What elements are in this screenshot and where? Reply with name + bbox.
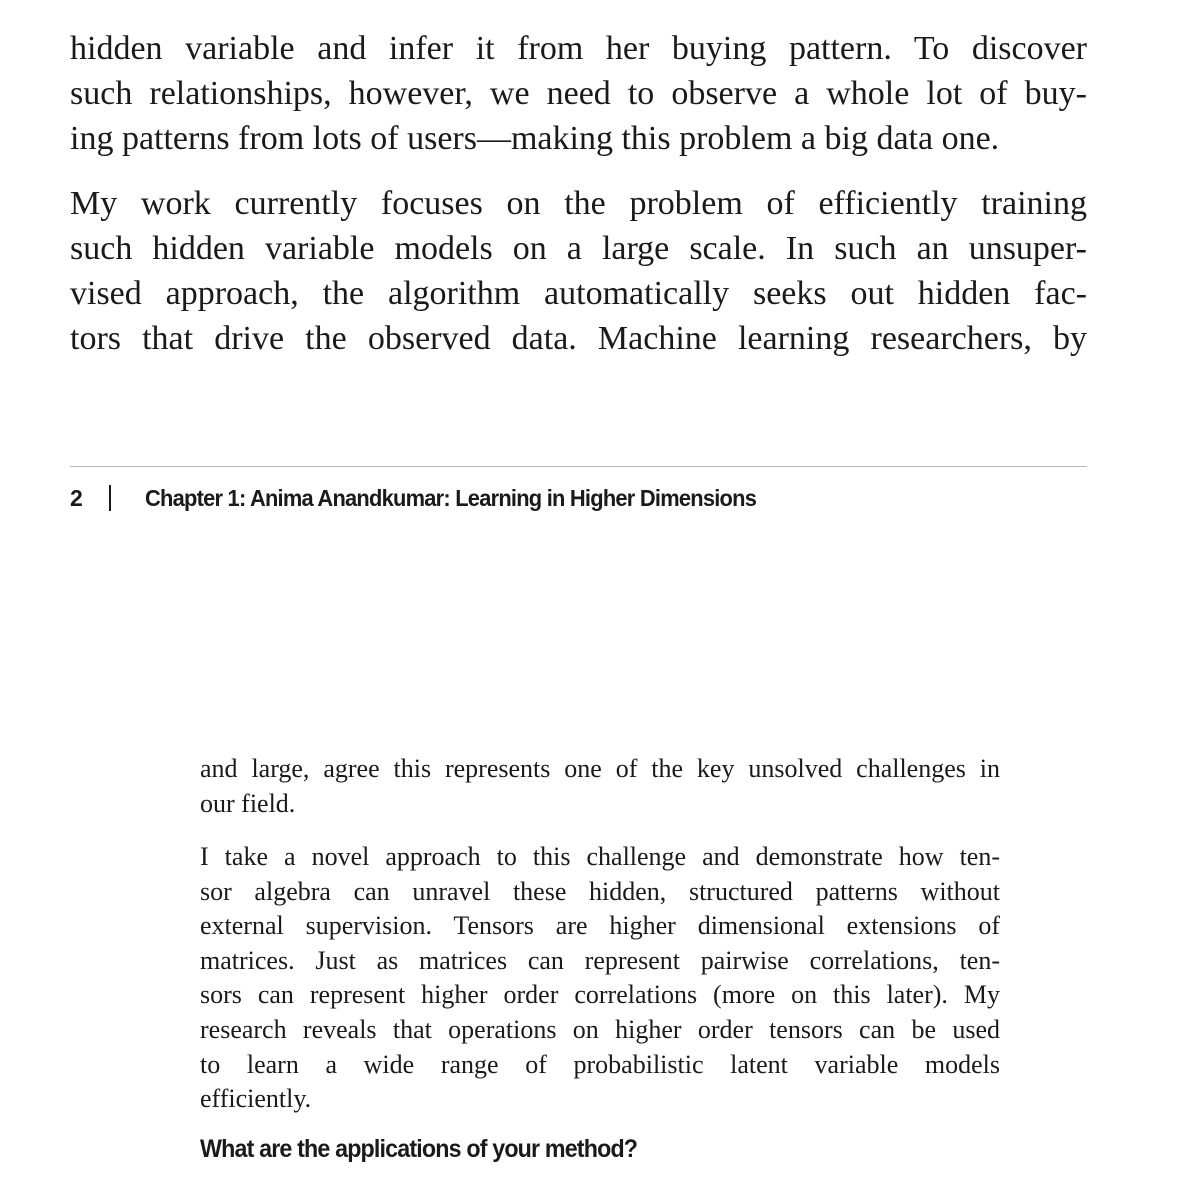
text-line: external supervision. Tensors are higher dimensional extensions of <box>200 911 1000 941</box>
text-line: vised approach, the algorithm automatically seeks out hidden fac- <box>70 275 1087 312</box>
text-line: sor algebra can unravel these hidden, structured patterns without <box>200 876 1000 906</box>
top-paragraph-2 <box>70 181 1087 361</box>
top-page-region <box>70 0 1087 520</box>
text-line: research reveals that operations on higher order tensors can be used <box>200 1014 1000 1044</box>
text-line: to learn a wide range of probabilistic latent variable models <box>200 1049 1000 1079</box>
text-line: matrices. Just as matrices can represent pairwise correlations, ten- <box>200 945 1000 975</box>
bottom-paragraph-1 <box>200 752 1000 821</box>
text-line: our field. <box>200 788 296 818</box>
text-line: sors can represent higher order correlations (more on this later). My <box>200 980 1000 1010</box>
footer-separator <box>109 485 111 511</box>
question-heading: What are the applications of your method? <box>200 1135 638 1163</box>
text-line: efficiently. <box>200 1084 312 1114</box>
top-paragraph-1 <box>70 26 1087 161</box>
text-line: I take a novel approach to this challenge and demonstrate how ten- <box>200 842 1000 871</box>
text-line: and large, agree this represents one of the key unsolved challenges in <box>200 754 1000 783</box>
footer-divider <box>70 466 1087 467</box>
bottom-paragraph-2 <box>200 840 1000 1117</box>
text-line: hidden variable and infer it from her buying pattern. To discover <box>70 30 1087 67</box>
text-line: My work currently focuses on the problem of efficiently training <box>70 185 1087 222</box>
text-line: such hidden variable models on a large scale. In such an unsuper- <box>70 230 1087 267</box>
text-line: such relationships, however, we need to observe a whole lot of buy- <box>70 75 1087 112</box>
page-number: 2 <box>70 484 83 511</box>
page-footer <box>70 480 788 516</box>
chapter-title: Chapter 1: Anima Anandkumar: Learning in Higher Dimensions <box>145 484 757 511</box>
text-line: ing patterns from lots of users—making this problem a big data one. <box>70 120 1000 157</box>
text-line: tors that drive the observed data. Machine learning researchers, by <box>70 320 1087 357</box>
